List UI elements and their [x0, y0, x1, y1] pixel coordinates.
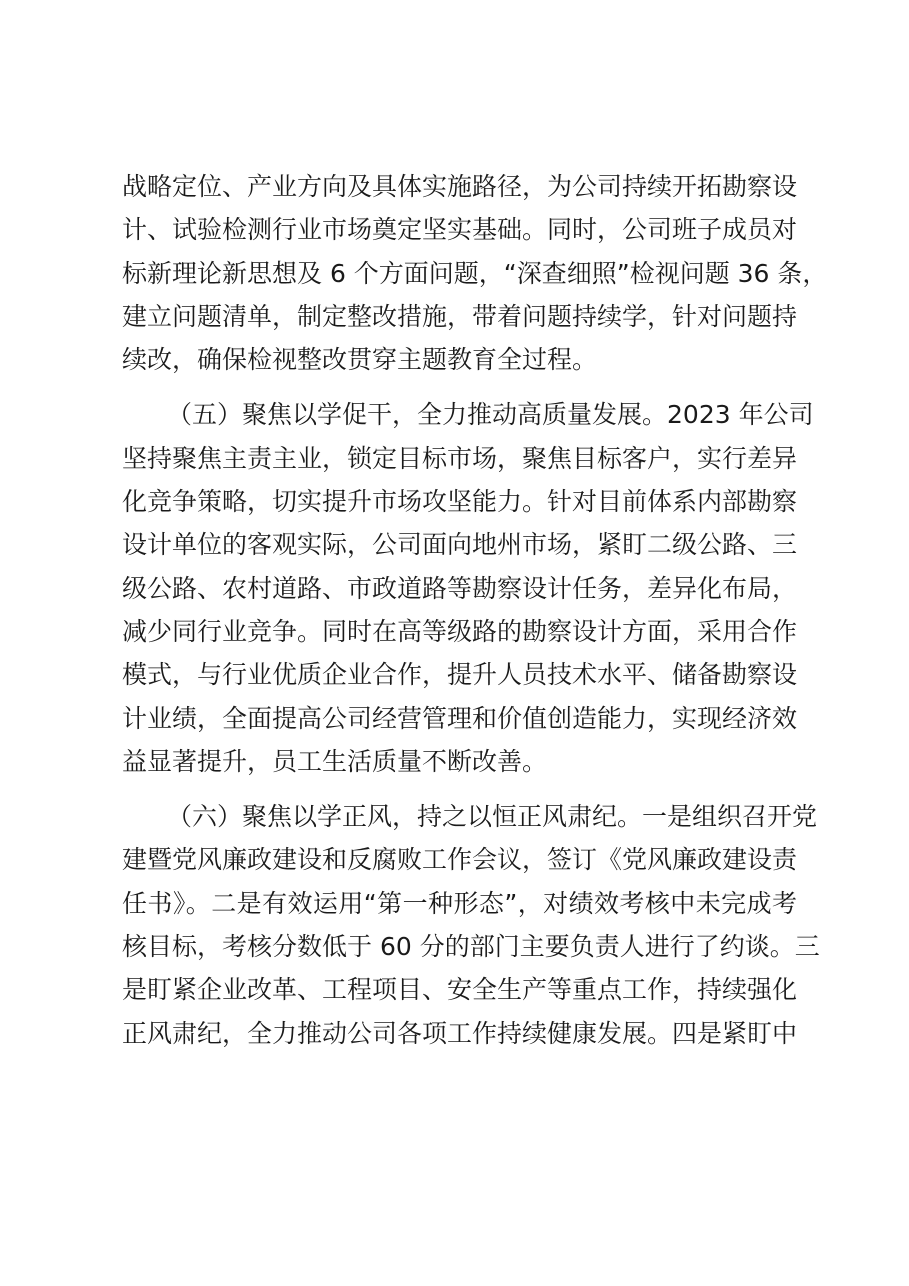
text-line: 设计单位的客观实际，公司面向地州市场，紧盯二级公路、三 [122, 530, 798, 560]
section-heading-line: （五）聚焦以学促干，全力推动高质量发展。2023 年公司 [167, 400, 814, 430]
paragraph-section-5 [122, 393, 814, 783]
text-line: 模式，与行业优质企业合作，提升人员技术水平、储备勘察设 [122, 660, 798, 690]
text-line: 益显著提升，员工生活质量不断改善。 [122, 746, 548, 776]
text-line: 任书》。二是有效运用“第一种形态”，对绩效考核中未完成考 [122, 888, 797, 918]
text-line: 标新理论新思想及 6 个方面问题，“深查细照”检视问题 36 条， [122, 258, 828, 288]
paragraph-continuation [122, 165, 828, 381]
text-line: 计业绩，全面提高公司经营管理和价值创造能力，实现经济效 [122, 703, 798, 733]
text-line: 是盯紧企业改革、工程项目、安全生产等重点工作，持续强化 [122, 975, 798, 1005]
text-line: 减少同行业竞争。同时在高等级路的勘察设计方面，采用合作 [122, 616, 798, 646]
text-line: 核目标，考核分数低于 60 分的部门主要负责人进行了约谈。三 [122, 932, 820, 962]
text-line: 级公路、农村道路、市政道路等勘察设计任务，差异化布局， [122, 573, 798, 603]
text-line: 计、试验检测行业市场奠定坚实基础。同时，公司班子成员对 [122, 215, 798, 245]
document-body [122, 165, 828, 1067]
text-line: 坚持聚焦主责主业，锁定目标市场，聚焦目标客户，实行差异 [122, 443, 798, 473]
text-line: 化竞争策略，切实提升市场攻坚能力。针对目前体系内部勘察 [122, 487, 798, 517]
section-heading-line: （六）聚焦以学正风，持之以恒正风肃纪。一是组织召开党 [167, 802, 818, 832]
text-line: 续改，确保检视整改贯穿主题教育全过程。 [122, 345, 598, 375]
text-line: 战略定位、产业方向及具体实施路径，为公司持续开拓勘察设 [122, 172, 798, 201]
text-line: 建暨党风廉政建设和反腐败工作会议，签订《党风廉政建设责 [122, 845, 798, 875]
text-line: 建立问题清单，制定整改措施，带着问题持续学，针对问题持 [122, 301, 798, 331]
paragraph-section-6 [122, 795, 820, 1055]
text-line: 正风肃纪，全力推动公司各项工作持续健康发展。四是紧盯中 [122, 1018, 798, 1048]
